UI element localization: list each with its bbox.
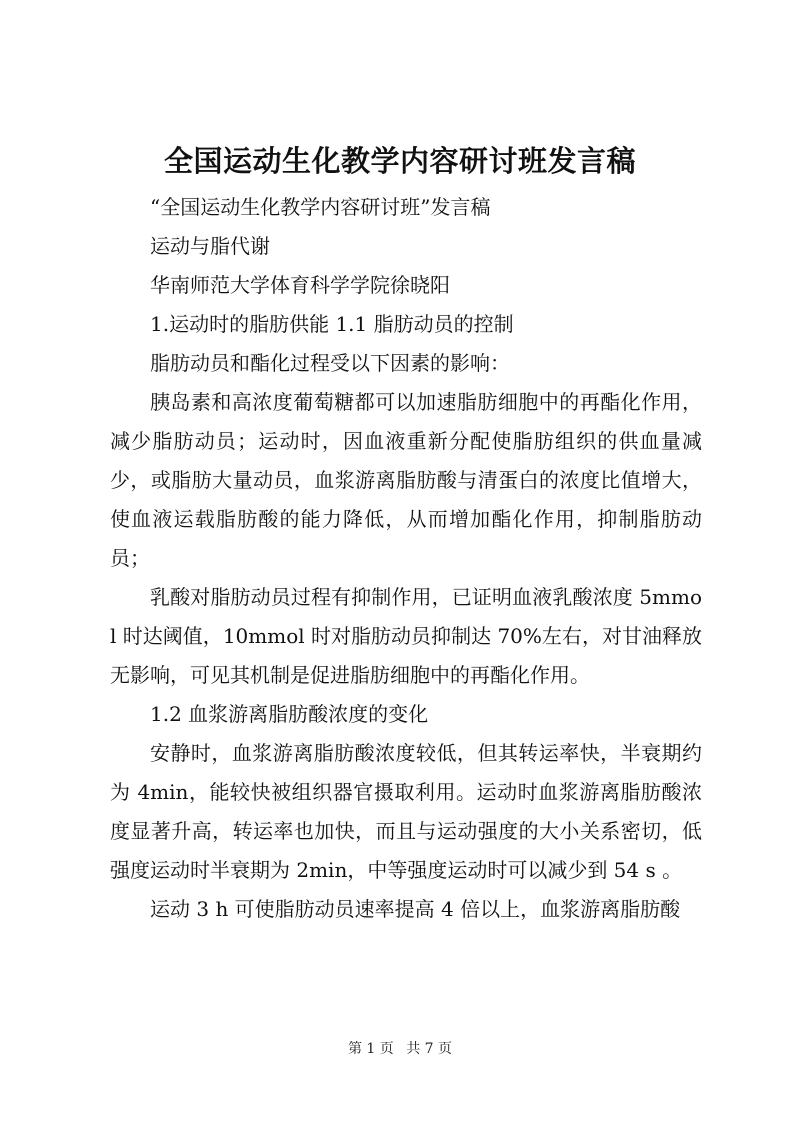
paragraph-author: 华南师范大学体育科学学院徐晓阳 xyxy=(150,273,450,297)
document-body xyxy=(110,188,702,929)
section-heading-1: 1.运动时的脂肪供能 1.1 脂肪动员的控制 xyxy=(150,312,514,336)
paragraph-insulin: 胰岛素和高浓度葡萄糖都可以加速脂肪细胞中的再酯化作用，减少脂肪动员；运动时，因血液重新分配使脂肪组织的供血量减少，或脂肪大量动员，血浆游离脂肪酸与清蛋白的浓度比值增大，使血液运载脂肪酸的能力降低，从而增加酯化作用，抑制脂肪动员； xyxy=(110,390,702,570)
paragraph-topic: 运动与脂代谢 xyxy=(150,234,270,258)
paragraph-resting: 安静时，血浆游离脂肪酸浓度较低，但其转运率快，半衰期约为 4min，能较快被组织器官摄取利用。运动时血浆游离脂肪酸浓度显著升高，转运率也加快，而且与运动强度的大小关系密切，低强度运动时半衰期为 2min，中等强度运动时可以减少到 54 s 。 xyxy=(110,741,702,882)
page-number: 第 1 页 xyxy=(347,1041,394,1057)
paragraph-lactate: 乳酸对脂肪动员过程有抑制作用，已证明血液乳酸浓度 5mmol 时达阈值，10mmol 时对脂肪动员抑制达 70%左右，对甘油释放无影响，可见其机制是促进脂肪细胞中的再酯化作用。 xyxy=(110,585,702,687)
document-title: 全国运动生化教学内容研讨班发言稿 xyxy=(163,144,636,178)
paragraph-intro: 脂肪动员和酯化过程受以下因素的影响： xyxy=(150,351,510,375)
section-heading-1-2: 1.2 血浆游离脂肪酸浓度的变化 xyxy=(150,702,429,726)
page-footer xyxy=(0,1039,800,1059)
paragraph-subtitle: “全国运动生化教学内容研讨班”发言稿 xyxy=(150,195,491,219)
paragraph-exercise-3h: 运动 3 h 可使脂肪动员速率提高 4 倍以上，血浆游离脂肪酸 xyxy=(150,897,681,921)
page-total: 共 7 页 xyxy=(406,1041,453,1057)
